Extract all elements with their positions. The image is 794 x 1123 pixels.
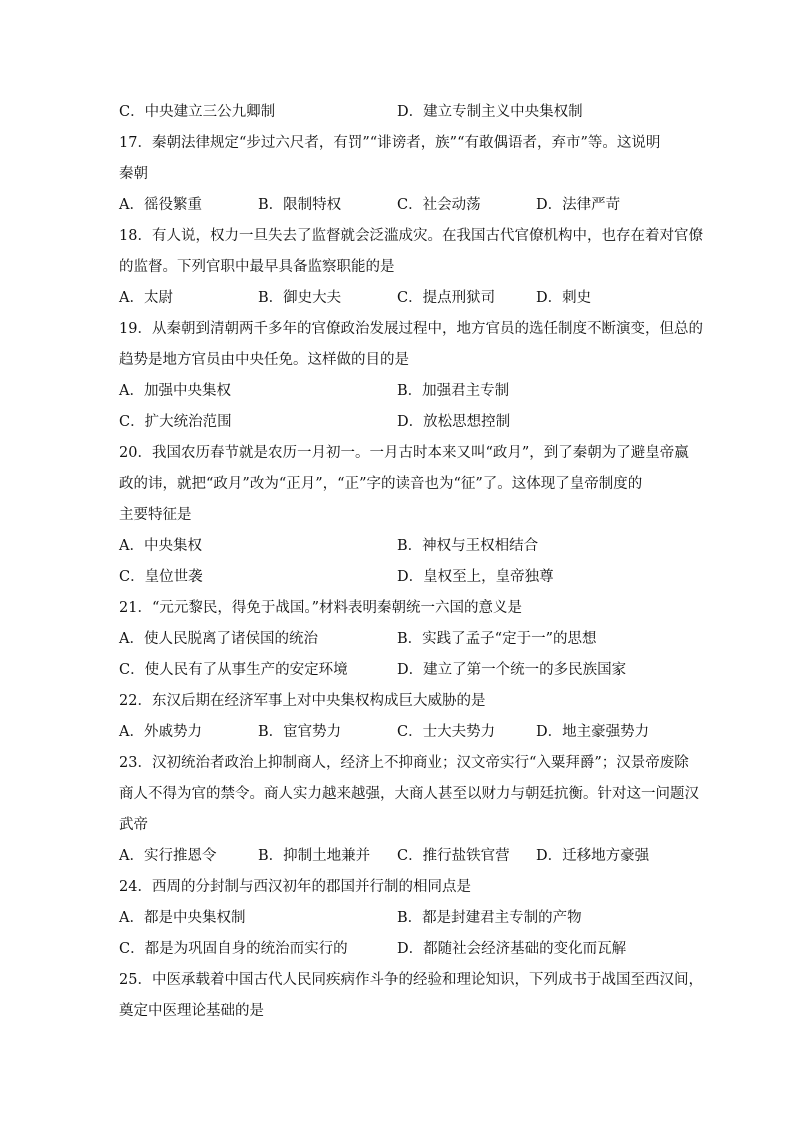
q22-option-b: B．宦官势力 (258, 724, 342, 740)
q20-stem-line3: 主要特征是 (119, 507, 192, 523)
q18-option-b: B．御史大夫 (258, 290, 342, 306)
q20-option-a: A．中央集权 (119, 538, 202, 554)
q24-option-d: D．都随社会经济基础的变化而瓦解 (397, 941, 627, 957)
q17-option-b: B．限制特权 (258, 197, 342, 213)
q21-option-a: A．使人民脱离了诸侯国的统治 (119, 631, 318, 647)
q21-stem-line1: 21．“元元黎民，得免于战国。”材料表明秦朝统一六国的意义是 (119, 600, 523, 616)
q18-option-c: C．提点刑狱司 (397, 290, 496, 306)
q25-stem-line2: 奠定中医理论基础的是 (119, 1003, 264, 1019)
q23-option-d: D．迁移地方豪强 (536, 848, 650, 864)
q16-option-d: D．建立专制主义中央集权制 (397, 104, 583, 120)
q18-option-a: A．太尉 (119, 290, 173, 306)
q22-option-c: C．士大夫势力 (397, 724, 496, 740)
q24-stem-line1: 24．西周的分封制与西汉初年的郡国并行制的相同点是 (119, 879, 471, 895)
q20-stem-line1: 20．我国农历春节就是农历一月初一。一月古时本来又叫“政月”，到了秦朝为了避皇帝嬴 (119, 445, 689, 461)
q20-option-b: B．神权与王权相结合 (397, 538, 539, 554)
q21-option-c: C．使人民有了从事生产的安定环境 (119, 662, 348, 678)
q18-stem-line2: 的监督。下列官职中最早具备监察职能的是 (119, 259, 395, 275)
q17-stem-line1: 17．秦朝法律规定“步过六尺者，有罚”“诽谤者，族”“有敢偶语者，弃市”等。这说明 (119, 135, 661, 151)
q25-stem-line1: 25．中医承载着中国古代人民同疾病作斗争的经验和理论知识，下列成书于战国至西汉间， (119, 972, 703, 988)
q22-option-d: D．地主豪强势力 (536, 724, 650, 740)
q21-option-b: B．实践了孟子“定于一”的思想 (397, 631, 597, 647)
q19-option-a: A．加强中央集权 (119, 383, 231, 399)
q23-stem-line1: 23．汉初统治者政治上抑制商人，经济上不抑商业；汉文帝实行“入粟拜爵”；汉景帝废除 (119, 755, 689, 771)
q19-option-c: C．扩大统治范围 (119, 414, 232, 430)
q17-option-d: D．法律严苛 (536, 197, 621, 213)
q18-stem-line1: 18．有人说，权力一旦失去了监督就会泛滥成灾。在我国古代官僚机构中，也存在着对官僚 (119, 228, 703, 244)
q23-option-a: A．实行推恩令 (119, 848, 217, 864)
q19-option-b: B．加强君主专制 (397, 383, 510, 399)
q20-option-d: D．皇权至上，皇帝独尊 (397, 569, 554, 585)
q23-stem-line2: 商人不得为官的禁令。商人实力越来越强，大商人甚至以财力与朝廷抗衡。针对这一问题汉 (119, 786, 699, 802)
q22-option-a: A．外戚势力 (119, 724, 202, 740)
q18-option-d: D．刺史 (536, 290, 592, 306)
q24-option-b: B．都是封建君主专制的产物 (397, 910, 582, 926)
q20-stem-line2: 政的讳，就把“政月”改为“正月”，“正”字的读音也为“征”了。这体现了皇帝制度的 (119, 476, 643, 492)
q19-stem-line2: 趋势是地方官员由中央任免。这样做的目的是 (119, 352, 409, 368)
q21-option-d: D．建立了第一个统一的多民族国家 (397, 662, 627, 678)
q22-stem-line1: 22．东汉后期在经济军事上对中央集权构成巨大威胁的是 (119, 693, 486, 709)
q24-option-c: C．都是为巩固自身的统治而实行的 (119, 941, 348, 957)
q23-option-c: C．推行盐铁官营 (397, 848, 510, 864)
q24-option-a: A．都是中央集权制 (119, 910, 246, 926)
q23-option-b: B．抑制土地兼并 (258, 848, 371, 864)
q19-option-d: D．放松思想控制 (397, 414, 511, 430)
q20-option-c: C．皇位世袭 (119, 569, 203, 585)
q16-option-c: C．中央建立三公九卿制 (119, 104, 276, 120)
q23-stem-line3: 武帝 (119, 817, 148, 833)
q17-stem-line2: 秦朝 (119, 166, 148, 182)
q19-stem-line1: 19．从秦朝到清朝两千多年的官僚政治发展过程中，地方官员的选任制度不断演变，但总的 (119, 321, 703, 337)
q17-option-c: C．社会动荡 (397, 197, 481, 213)
q17-option-a: A．徭役繁重 (119, 197, 202, 213)
